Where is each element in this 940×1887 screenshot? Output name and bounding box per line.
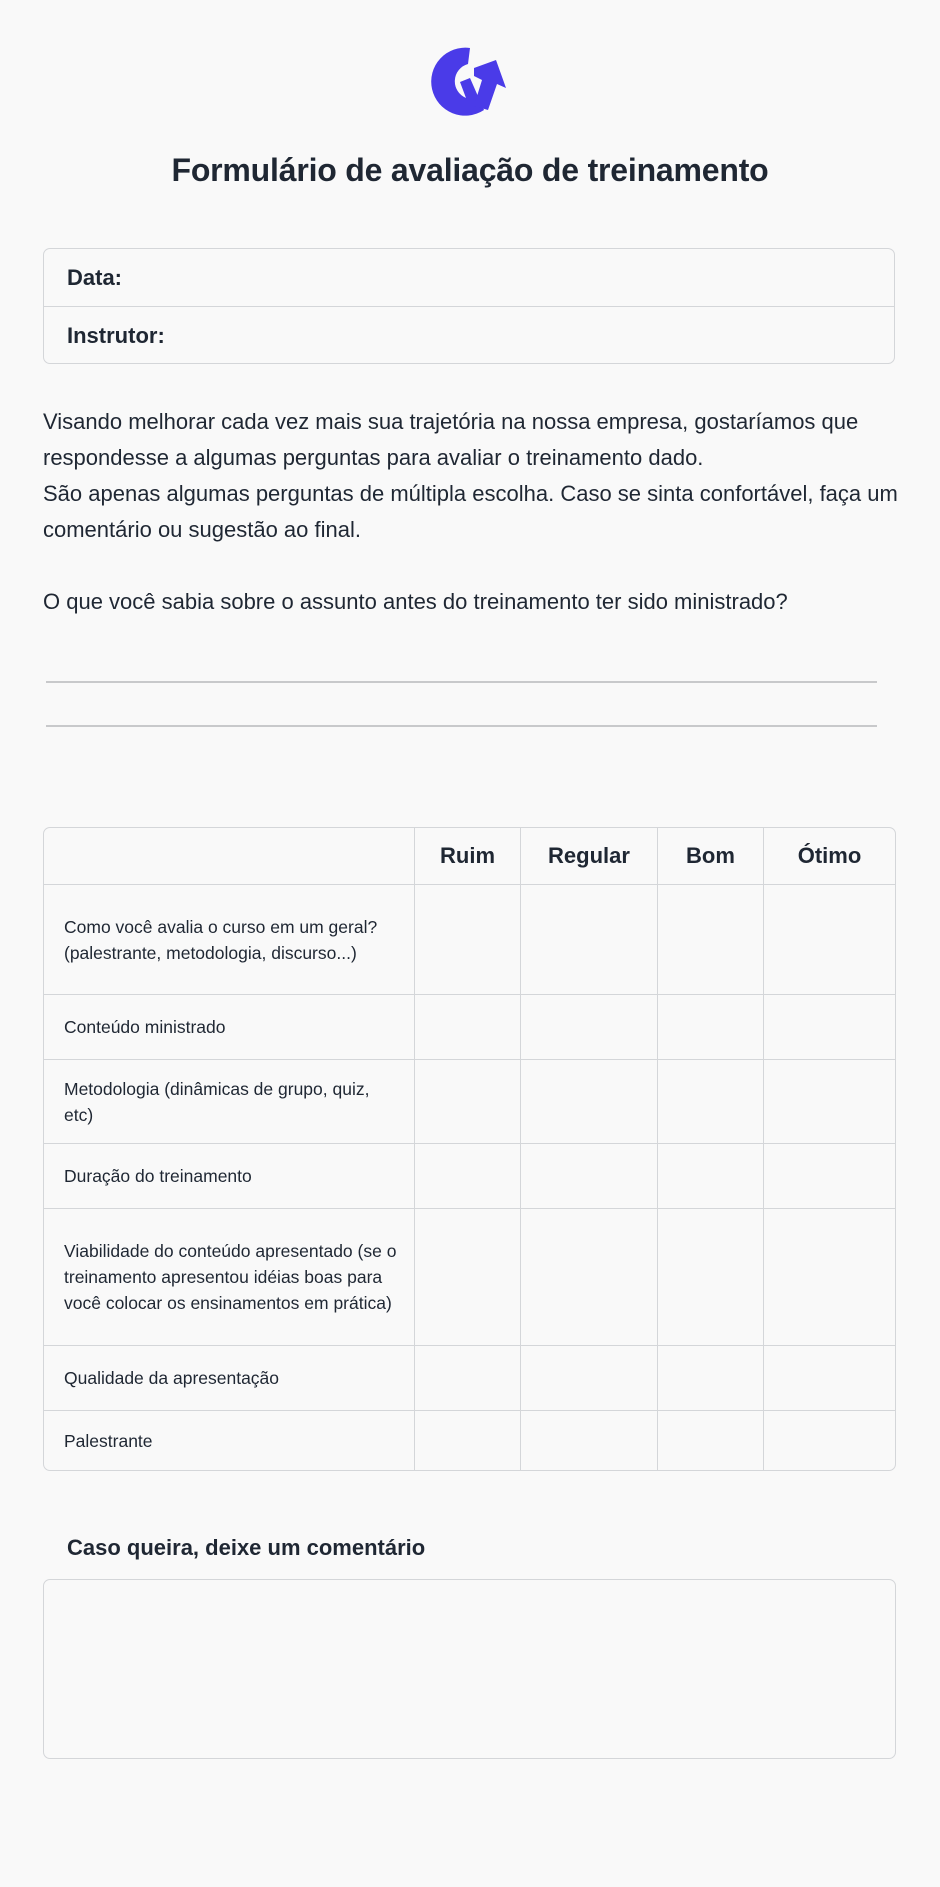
column-ruim: Ruim	[415, 828, 521, 885]
table-row	[44, 1060, 895, 1144]
comment-label: Caso queira, deixe um comentário	[67, 1535, 426, 1560]
rating-cell-otimo[interactable]	[764, 1209, 895, 1346]
rating-cell-regular[interactable]	[521, 995, 658, 1060]
rating-cell-regular[interactable]	[521, 1209, 658, 1346]
date-label: Data:	[67, 264, 123, 290]
rating-cell-otimo[interactable]	[764, 995, 895, 1060]
question-text: O que você sabia sobre o assunto antes do treinamento ter sido ministrado?	[43, 589, 788, 614]
answer-line-2[interactable]	[46, 725, 877, 727]
intro-text	[43, 404, 903, 548]
rating-cell-bom[interactable]	[658, 1209, 764, 1346]
rating-cell-regular[interactable]	[521, 885, 658, 995]
rating-cell-ruim[interactable]	[415, 995, 521, 1060]
info-box	[43, 248, 895, 364]
brand-logo-icon	[430, 44, 510, 116]
table-row	[44, 995, 895, 1060]
rating-cell-ruim[interactable]	[415, 1060, 521, 1144]
table-row	[44, 1411, 895, 1470]
rating-cell-bom[interactable]	[658, 1411, 764, 1470]
rating-cell-ruim[interactable]	[415, 1144, 521, 1209]
rating-cell-bom[interactable]	[658, 885, 764, 995]
rating-cell-regular[interactable]	[521, 1346, 658, 1411]
table-row	[44, 1209, 895, 1346]
intro-line-1: Visando melhorar cada vez mais sua trajetória na nossa empresa, gostaríamos que respondesse a algumas perguntas para avaliar o treinamento dado.	[43, 409, 859, 470]
rating-cell-ruim[interactable]	[415, 1209, 521, 1346]
rating-cell-bom[interactable]	[658, 1060, 764, 1144]
rating-cell-regular[interactable]	[521, 1144, 658, 1209]
criterion-label: Como você avalia o curso em um geral? (palestrante, metodologia, discurso...)	[44, 885, 415, 995]
rating-cell-otimo[interactable]	[764, 1144, 895, 1209]
table-row	[44, 1346, 895, 1411]
criterion-label: Duração do treinamento	[44, 1144, 415, 1209]
table-row	[44, 885, 895, 995]
criterion-header	[44, 828, 415, 885]
instructor-field[interactable]	[44, 306, 894, 364]
rating-cell-regular[interactable]	[521, 1411, 658, 1470]
rating-table	[43, 827, 896, 1471]
criterion-label: Conteúdo ministrado	[44, 995, 415, 1060]
comment-textarea[interactable]	[43, 1579, 896, 1759]
criterion-label: Viabilidade do conteúdo apresentado (se o treinamento apresentou idéias boas para você colocar os ensinamentos em prática)	[44, 1209, 415, 1346]
criterion-label: Qualidade da apresentação	[44, 1346, 415, 1411]
rating-cell-ruim[interactable]	[415, 1346, 521, 1411]
rating-cell-otimo[interactable]	[764, 1411, 895, 1470]
rating-cell-otimo[interactable]	[764, 1060, 895, 1144]
rating-cell-bom[interactable]	[658, 1144, 764, 1209]
table-row	[44, 1144, 895, 1209]
date-field[interactable]	[44, 249, 894, 306]
criterion-label: Palestrante	[44, 1411, 415, 1470]
rating-cell-otimo[interactable]	[764, 1346, 895, 1411]
criterion-label: Metodologia (dinâmicas de grupo, quiz, etc)	[44, 1060, 415, 1144]
column-regular: Regular	[521, 828, 658, 885]
rating-cell-ruim[interactable]	[415, 1411, 521, 1470]
column-otimo: Ótimo	[764, 828, 895, 885]
rating-header-row	[44, 828, 895, 885]
instructor-label: Instrutor:	[67, 322, 165, 348]
rating-cell-bom[interactable]	[658, 1346, 764, 1411]
form-title: Formulário de avaliação de treinamento	[171, 152, 769, 188]
rating-cell-regular[interactable]	[521, 1060, 658, 1144]
rating-cell-otimo[interactable]	[764, 885, 895, 995]
column-bom: Bom	[658, 828, 764, 885]
rating-cell-bom[interactable]	[658, 995, 764, 1060]
rating-cell-ruim[interactable]	[415, 885, 521, 995]
intro-line-2: São apenas algumas perguntas de múltipla escolha. Caso se sinta confortável, faça um comentário ou sugestão ao final.	[43, 481, 898, 542]
answer-line-1[interactable]	[46, 681, 877, 683]
